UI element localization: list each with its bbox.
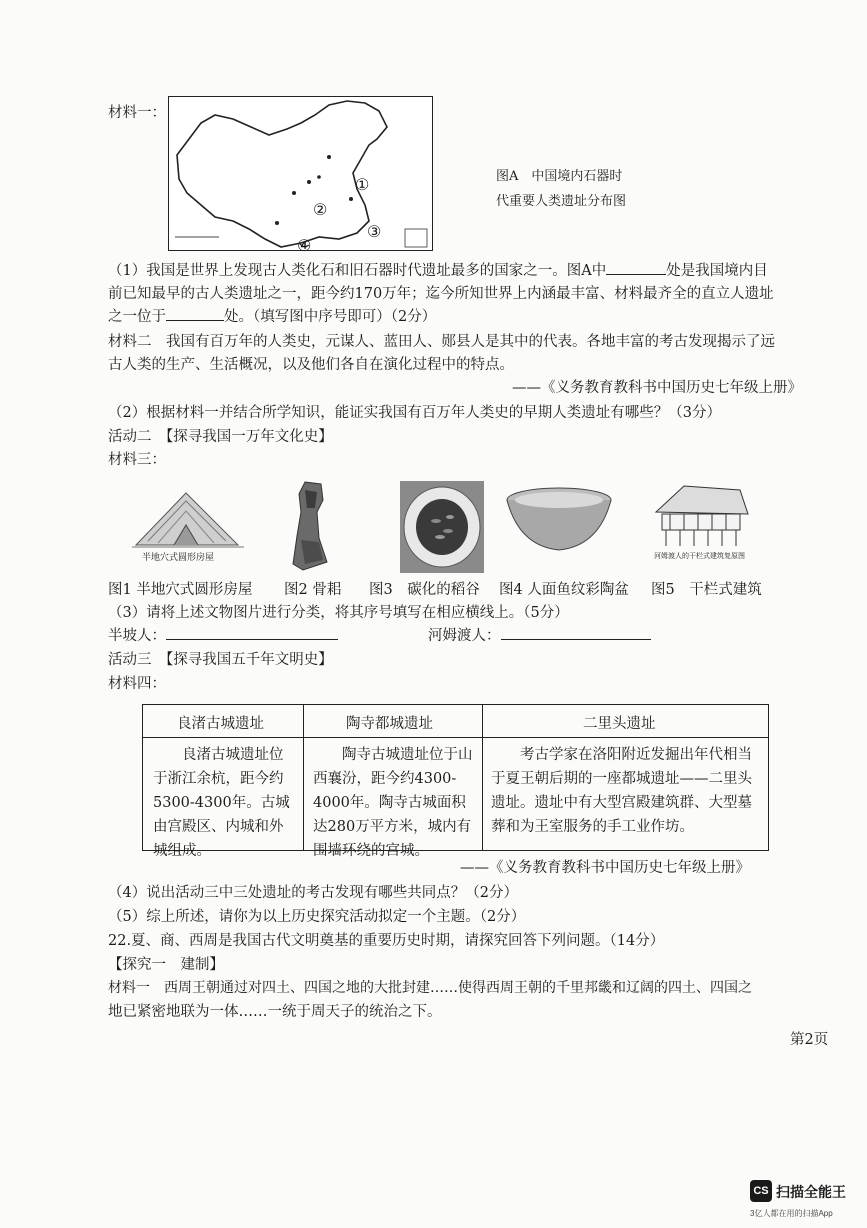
- question-4: （4）说出活动三中三处遗址的考古发现有哪些共同点？（2分）: [108, 885, 518, 901]
- question-1-line1: （1）我国是世界上发现古人类化石和旧石器时代遗址最多的国家之一。图A中 处是我国境内目: [108, 259, 768, 280]
- scanner-slogan: 3亿人都在用的扫描App: [750, 1209, 833, 1218]
- figure2-bone-spade: [283, 478, 335, 573]
- xizhou-material-line2: 地已紧密地联为一体……一统于周天子的统治之下。: [108, 1004, 442, 1020]
- table-divider-2: [482, 705, 483, 850]
- table-cell-liangzhu: 良渚古城遗址位于浙江余杭，距今约5300-4300年。古城由宫殿区、内城和外城组成。: [153, 747, 290, 859]
- pottery-basin-illustration: [505, 486, 613, 554]
- map-marker-4: ④: [297, 236, 312, 255]
- sites-table: [142, 704, 769, 859]
- table-header-erlitou: 二里头遗址: [583, 716, 656, 732]
- table-cell-taosi: 陶寺古城遗址位于山西襄汾，距今约4300-4000年。陶寺古城面积达280万平方米，城内有围墙环绕的宫城。: [313, 747, 473, 859]
- map-marker-2: ②: [313, 200, 328, 219]
- material4-label: 材料四：: [108, 676, 166, 692]
- answer-blank-2[interactable]: [166, 306, 224, 321]
- activity3-heading: 活动三 【探寻我国五千年文明史】: [108, 652, 333, 668]
- china-map: [168, 96, 433, 255]
- question-2: （2）根据材料一并结合所学知识，能证实我国有百万年人类史的早期人类遗址有哪些？（3分）: [108, 405, 721, 421]
- xizhou-material-line1: 材料一 西周王朝通过对四土、四国之地的大批封建……使得西周王朝的千里邦畿和辽阔的四土、四国之: [108, 980, 752, 996]
- material3-label: 材料三：: [108, 452, 166, 468]
- map-caption-line1: 图A 中国境内石器时: [496, 169, 623, 184]
- question-22: 22.夏、商、西周是我国古代文明奠基的重要历史时期，请探究回答下列问题。（14分）: [108, 933, 665, 949]
- table-cell-erlitou: 考古学家在洛阳附近发掘出年代相当于夏王朝后期的一座都城遗址——二里头遗址。遗址中有大型宫殿建筑群、大型墓葬和为王室服务的手工业作坊。: [491, 747, 752, 835]
- material1-label: 材料一：: [108, 105, 166, 121]
- map-marker-1: ①: [355, 175, 370, 194]
- material2-source: ——《义务教育教科书中国历史七年级上册》: [512, 380, 802, 396]
- figure4-painted-pottery-basin: [505, 486, 613, 554]
- hemudu-answer-row: 河姆渡人：: [428, 624, 651, 645]
- figure1-inner-label: 半地穴式圆形房屋: [142, 553, 215, 563]
- question-3: （3）请将上述文物图片进行分类，将其序号填写在相应横线上。（5分）: [108, 605, 569, 621]
- question-5: （5）综上所述，请你为以上历史探究活动拟定一个主题。（2分）: [108, 909, 526, 925]
- map-marker-3: ③: [367, 222, 382, 241]
- material2-line1: 材料二 我国有百万年的人类史，元谋人、蓝田人、郧县人是其中的代表。各地丰富的考古发现揭示了远: [108, 334, 775, 350]
- material4-source: ——《义务教育教科书中国历史七年级上册》: [460, 860, 750, 876]
- banpo-answer-blank[interactable]: [166, 625, 338, 640]
- figure1-half-pit-house: [128, 483, 248, 571]
- scanner-badge: CS: [750, 1180, 772, 1202]
- material2-line2: 古人类的生产、生活概况，以及他们各自在演化过程中的特点。: [108, 357, 514, 373]
- banpo-answer-row: 半坡人：: [108, 624, 338, 645]
- map-caption-line2: 代重要人类遗址分布图: [496, 194, 627, 209]
- figure2-caption: 图2 骨耜: [284, 582, 342, 598]
- scanner-name: 扫描全能王: [776, 1184, 846, 1200]
- figure3-carbonized-rice: [400, 481, 484, 573]
- figure5-caption: 图5 干栏式建筑: [651, 582, 762, 598]
- figure5-stilt-house: [650, 480, 752, 570]
- question-1-line2: 前已知最早的古人类遗址之一，距今约170万年；迄今所知世界上内涵最丰富、材料最齐全的直立人遗址: [108, 286, 774, 302]
- hemudu-answer-blank[interactable]: [501, 625, 651, 640]
- figure1-caption: 图1 半地穴式圆形房屋: [108, 582, 253, 598]
- table-header-taosi: 陶寺都城遗址: [346, 716, 433, 732]
- china-map-outline: [169, 97, 432, 250]
- figure4-caption: 图4 人面鱼纹彩陶盆: [499, 582, 629, 598]
- answer-blank-1[interactable]: [606, 260, 666, 275]
- figure3-caption: 图3 碳化的稻谷: [369, 582, 480, 598]
- page-number: 第2页: [790, 1032, 829, 1048]
- activity2-heading: 活动二 【探寻我国一万年文化史】: [108, 429, 333, 445]
- table-header-divider: [143, 737, 768, 738]
- bone-spade-illustration: [283, 478, 335, 573]
- table-header-liangzhu: 良渚古城遗址: [177, 716, 264, 732]
- explore1-heading: 【探究一 建制】: [108, 957, 224, 973]
- figure5-inner-label: 河姆渡人的干栏式建筑复原图: [654, 552, 745, 560]
- question-1-line3: 之一位于 处。（填写图中序号即可）（2分）: [108, 305, 436, 326]
- table-divider-1: [303, 705, 304, 850]
- carbonized-rice-illustration: [400, 481, 484, 573]
